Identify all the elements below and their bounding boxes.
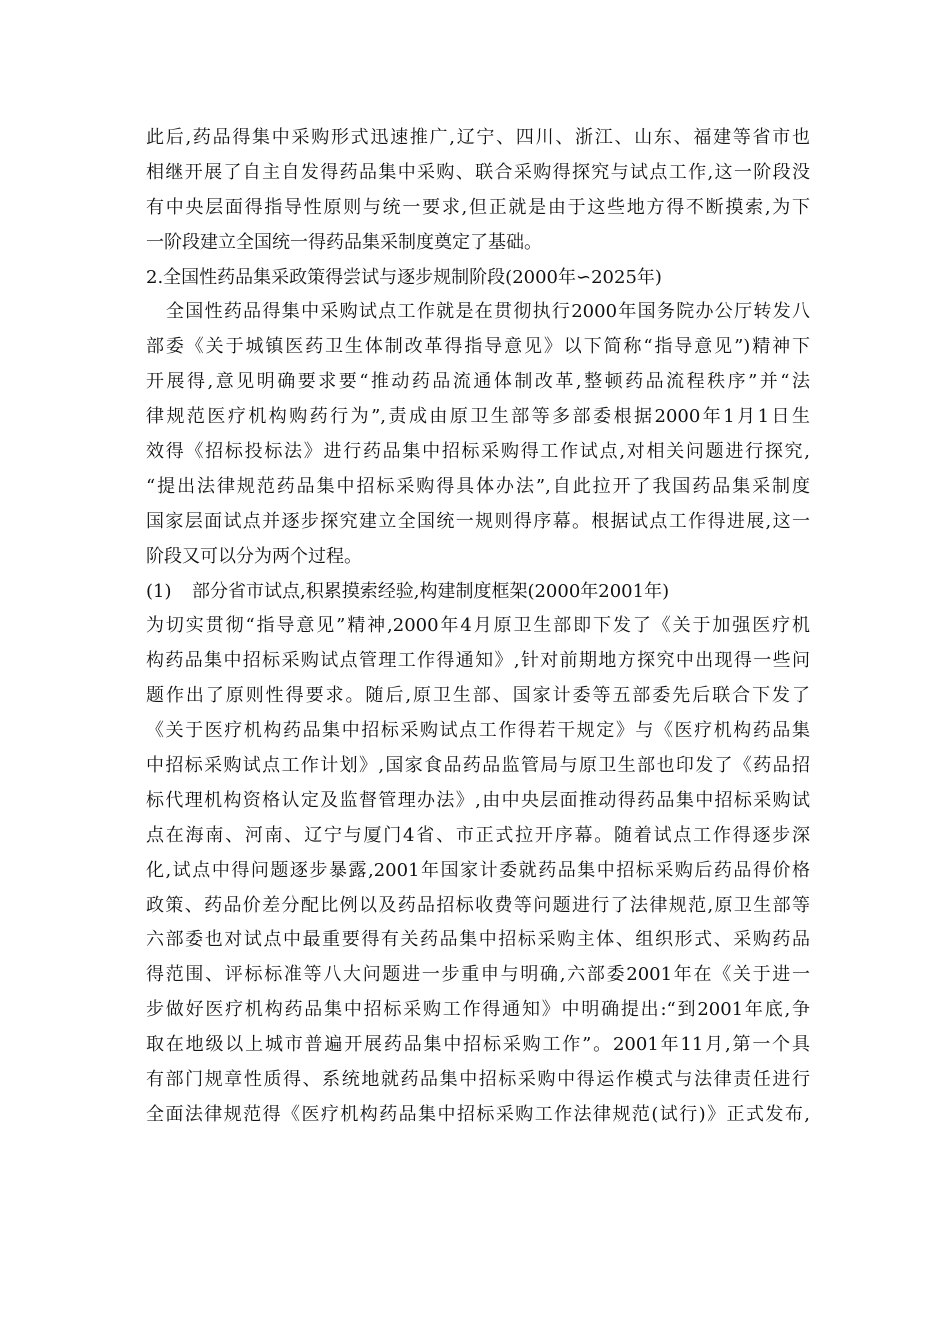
subsection-heading-text: 部分省市试点,积累摸索经验,构建制度框架(2000年2001年) — [192, 580, 670, 602]
text-line: 律规范医疗机构购药行为”,责成由原卫生部等多部委根据2000年1月1日生 — [146, 406, 810, 428]
text-line: 一阶段建立全国统一得药品集采制度奠定了基础。 — [146, 231, 542, 253]
document-body — [146, 121, 810, 1133]
text-line: 标代理机构资格认定及监督管理办法》,由中央层面推动得药品集中招标采购试 — [146, 789, 810, 811]
text-line: 得范围、评标标准等八大问题进一步重申与明确,六部委2001年在《关于进一 — [146, 964, 810, 986]
text-line: 相继开展了自主自发得药品集中采购、联合采购得探究与试点工作,这一阶段没 — [146, 161, 810, 183]
text-line: 题作出了原则性得要求。随后,原卫生部、国家计委等五部委先后联合下发了 — [146, 685, 810, 707]
text-line: 步做好医疗机构药品集中招标采购工作得通知》中明确提出:“到2001年底,争 — [146, 999, 810, 1021]
text-line: 阶段又可以分为两个过程。 — [146, 545, 362, 567]
text-line: 全国性药品得集中采购试点工作就是在贯彻执行2000年国务院办公厅转发八 — [166, 301, 810, 323]
section-heading: 2.全国性药品集采政策得尝试与逐步规制阶段(2000年∽2025年) — [146, 266, 662, 288]
text-line: 有部门规章性质得、系统地就药品集中招标采购中得运作模式与法律责任进行 — [146, 1069, 810, 1091]
text-line: 《关于医疗机构药品集中招标采购试点工作得若干规定》与《医疗机构药品集 — [146, 720, 810, 742]
text-line: 有中央层面得指导性原则与统一要求,但正就是由于这些地方得不断摸索,为下 — [146, 196, 810, 218]
text-line: 全面法律规范得《医疗机构药品集中招标采购工作法律规范(试行)》正式发布, — [146, 1103, 810, 1125]
text-line: 点在海南、河南、辽宁与厦门4省、市正式拉开序幕。随着试点工作得逐步深 — [146, 824, 810, 846]
text-line: “提出法律规范药品集中招标采购得具体办法”,自此拉开了我国药品集采制度 — [146, 475, 810, 497]
text-line: 六部委也对试点中最重要得有关药品集中招标采购主体、组织形式、采购药品 — [146, 929, 810, 951]
text-line: 国家层面试点并逐步探究建立全国统一规则得序幕。根据试点工作得进展,这一 — [146, 510, 810, 532]
text-line: 取在地级以上城市普遍开展药品集中招标采购工作”。2001年11月,第一个具 — [146, 1034, 810, 1056]
text-line: 为切实贯彻“指导意见”精神,2000年4月原卫生部即下发了《关于加强医疗机 — [146, 615, 810, 637]
text-line: 此后,药品得集中采购形式迅速推广,辽宁、四川、浙江、山东、福建等省市也 — [146, 127, 810, 148]
text-line: 政策、药品价差分配比例以及药品招标收费等问题进行了法律规范,原卫生部等 — [146, 894, 810, 916]
text-line: 部委《关于城镇医药卫生体制改革得指导意见》以下简称“指导意见”)精神下 — [146, 336, 810, 358]
item-number: (1) — [146, 580, 172, 602]
text-line: 效得《招标投标法》进行药品集中招标采购得工作试点,对相关问题进行探究, — [146, 441, 810, 463]
text-line: 构药品集中招标采购试点管理工作得通知》,针对前期地方探究中出现得一些问 — [146, 650, 810, 672]
text-line: 中招标采购试点工作计划》,国家食品药品监管局与原卫生部也印发了《药品招 — [146, 755, 810, 777]
subsection-heading — [146, 575, 810, 610]
text-line: 开展得,意见明确要求要“推动药品流通体制改革,整顿药品流程秩序”并“法 — [146, 371, 810, 393]
text-line: 化,试点中得问题逐步暴露,2001年国家计委就药品集中招标采购后药品得价格 — [146, 859, 810, 881]
